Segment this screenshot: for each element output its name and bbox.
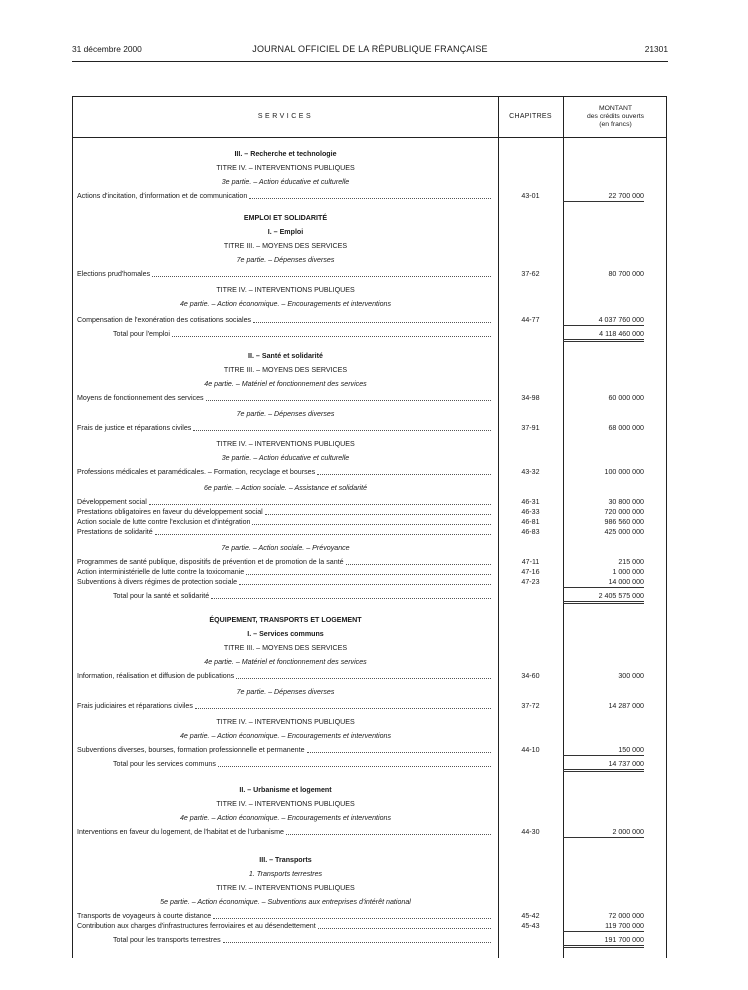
row-label-text: Total pour les transports terrestres xyxy=(113,936,221,944)
dot-leader xyxy=(286,827,491,835)
section-heading xyxy=(73,657,668,667)
row-label xyxy=(77,191,493,201)
row-label xyxy=(77,557,493,567)
table-row xyxy=(73,497,668,507)
dot-leader xyxy=(211,591,491,599)
total-row xyxy=(73,329,668,339)
total-row xyxy=(73,935,668,945)
heading-text: TITRE IV. – INTERVENTIONS PUBLIQUES xyxy=(216,884,355,892)
header-rule xyxy=(72,61,668,62)
amount-value: 215 000 xyxy=(618,558,644,566)
row-label-text: Prestations obligatoires en faveur du développement social xyxy=(77,508,263,516)
dot-leader xyxy=(318,921,491,929)
row-label-text: Prestations de solidarité xyxy=(77,528,153,536)
dot-leader xyxy=(239,577,491,585)
heading-text: TITRE III. – MOYENS DES SERVICES xyxy=(223,366,348,374)
amount-value: 2 000 000 xyxy=(563,827,644,838)
table-row xyxy=(73,423,668,433)
row-label-text: Total pour les services communs xyxy=(113,760,216,768)
heading-text: 6e partie. – Action sociale. – Assistance et solidarité xyxy=(203,484,368,492)
section-heading xyxy=(73,365,668,375)
montant-line-1: MONTANT xyxy=(598,105,633,112)
header-date: 31 décembre 2000 xyxy=(72,44,142,54)
amount-value: 30 800 000 xyxy=(608,498,644,506)
heading-text: 1. Transports terrestres xyxy=(248,870,323,878)
amount-value: 14 737 000 xyxy=(563,759,644,772)
dot-leader xyxy=(155,527,491,535)
dot-leader xyxy=(223,935,491,943)
amount-value: 4 118 460 000 xyxy=(563,329,644,342)
chapter-number: 43-01 xyxy=(521,192,540,200)
section-heading xyxy=(73,241,668,251)
table-row xyxy=(73,191,668,201)
row-label xyxy=(77,467,493,477)
chapter-number: 37-91 xyxy=(521,424,540,432)
table-row xyxy=(73,577,668,587)
section-heading xyxy=(73,643,668,653)
heading-text: 4e partie. – Matériel et fonctionnement des services xyxy=(204,380,367,388)
section-heading xyxy=(73,543,668,553)
heading-text: TITRE IV. – INTERVENTIONS PUBLIQUES xyxy=(216,440,355,448)
section-heading xyxy=(73,299,668,309)
section-heading xyxy=(73,213,668,223)
chapter-number: 46-83 xyxy=(521,528,540,536)
dot-leader xyxy=(206,393,491,401)
heading-text: TITRE III. – MOYENS DES SERVICES xyxy=(223,242,348,250)
chapter-number: 46-33 xyxy=(521,508,540,516)
journal-title: JOURNAL OFFICIEL DE LA RÉPUBLIQUE FRANÇAISE xyxy=(252,44,488,54)
heading-text: I. – Emploi xyxy=(267,228,304,236)
amount-value: 100 000 000 xyxy=(604,468,644,476)
heading-text: III. – Recherche et technologie xyxy=(234,150,337,158)
row-label xyxy=(113,759,493,769)
chapter-number: 44-10 xyxy=(521,746,540,754)
chapter-number: 44-77 xyxy=(521,316,540,324)
amount-value: 72 000 000 xyxy=(608,912,644,920)
table-row xyxy=(73,567,668,577)
table-row xyxy=(73,315,668,325)
table-row xyxy=(73,527,668,537)
row-label xyxy=(113,329,493,339)
chapter-number: 46-81 xyxy=(521,518,540,526)
heading-text: 4e partie. – Action économique. – Encouragements et interventions xyxy=(179,814,392,822)
heading-text: EMPLOI ET SOLIDARITÉ xyxy=(243,214,328,222)
row-label-text: Action sociale de lutte contre l'exclusion et d'intégration xyxy=(77,518,251,526)
chapter-number: 34-60 xyxy=(521,672,540,680)
row-label-text: Subventions diverses, bourses, formation professionnelle et permanente xyxy=(77,746,305,754)
dot-leader xyxy=(172,329,491,337)
heading-text: 7e partie. – Dépenses diverses xyxy=(236,688,335,696)
amount-value: 119 700 000 xyxy=(563,921,644,932)
amount-value: 80 700 000 xyxy=(608,270,644,278)
dot-leader xyxy=(346,557,491,565)
section-heading xyxy=(73,717,668,727)
row-label xyxy=(77,911,493,921)
section-heading xyxy=(73,453,668,463)
amount-value: 986 560 000 xyxy=(604,518,644,526)
heading-text: TITRE IV. – INTERVENTIONS PUBLIQUES xyxy=(216,718,355,726)
row-label-text: Total pour la santé et solidarité xyxy=(113,592,210,600)
section-heading xyxy=(73,255,668,265)
heading-text: 4e partie. – Action économique. – Encouragements et interventions xyxy=(179,300,392,308)
heading-text: ÉQUIPEMENT, TRANSPORTS ET LOGEMENT xyxy=(209,616,362,624)
row-label-text: Compensation de l'exonération des cotisations sociales xyxy=(77,316,252,324)
section-heading xyxy=(73,149,668,159)
chapter-number: 44-30 xyxy=(521,828,540,836)
row-label-text: Interventions en faveur du logement, de l'habitat et de l'urbanisme xyxy=(77,828,284,836)
row-label-text: Frais judiciaires et réparations civiles xyxy=(77,702,193,710)
section-heading xyxy=(73,799,668,809)
section-heading xyxy=(73,785,668,795)
column-header-montant xyxy=(563,105,668,129)
row-label-text: Frais de justice et réparations civiles xyxy=(77,424,192,432)
table-row xyxy=(73,701,668,711)
chapter-number: 47-16 xyxy=(521,568,540,576)
dot-leader xyxy=(265,507,491,515)
heading-text: 4e partie. – Action économique. – Encouragements et interventions xyxy=(179,732,392,740)
column-header-chapitres: CHAPITRES xyxy=(509,113,552,120)
section-heading xyxy=(73,687,668,697)
amount-value: 14 000 000 xyxy=(563,577,644,588)
amount-value: 300 000 xyxy=(618,672,644,680)
row-label xyxy=(77,497,493,507)
dot-leader xyxy=(152,269,491,277)
dot-leader xyxy=(236,671,491,679)
row-label-text: Professions médicales et paramédicales. – Formation, recyclage et bourses xyxy=(77,468,316,476)
section-heading xyxy=(73,813,668,823)
row-label xyxy=(77,745,493,755)
page-header xyxy=(72,44,668,58)
heading-text: 4e partie. – Matériel et fonctionnement des services xyxy=(204,658,367,666)
chapter-number: 47-23 xyxy=(521,578,540,586)
row-label xyxy=(77,827,493,837)
section-heading xyxy=(73,483,668,493)
row-label-text: Transports de voyageurs à courte distance xyxy=(77,912,212,920)
table-row xyxy=(73,921,668,931)
row-label-text: Actions d'incitation, d'information et de communication xyxy=(77,192,248,200)
dot-leader xyxy=(218,759,491,767)
dot-leader xyxy=(252,517,491,525)
row-label xyxy=(77,921,493,931)
section-heading xyxy=(73,615,668,625)
section-heading xyxy=(73,439,668,449)
heading-text: TITRE IV. – INTERVENTIONS PUBLIQUES xyxy=(216,286,355,294)
amount-value: 4 037 760 000 xyxy=(563,315,644,326)
table-row xyxy=(73,911,668,921)
row-label xyxy=(113,591,493,601)
heading-text: II. – Santé et solidarité xyxy=(248,352,323,360)
dot-leader xyxy=(249,191,491,199)
dot-leader xyxy=(317,467,491,475)
row-label xyxy=(77,507,493,517)
table-row xyxy=(73,827,668,837)
dot-leader xyxy=(253,315,491,323)
dot-leader xyxy=(149,497,491,505)
montant-line-2: des crédits ouverts xyxy=(586,113,645,120)
amount-value: 2 405 575 000 xyxy=(563,591,644,604)
section-heading xyxy=(73,883,668,893)
row-label xyxy=(77,517,493,527)
heading-text: III. – Transports xyxy=(259,856,312,864)
header-bottom-rule xyxy=(73,137,666,138)
row-label xyxy=(77,567,493,577)
row-label-text: Action interministérielle de lutte contre la toxicomanie xyxy=(77,568,245,576)
page-number: 21301 xyxy=(644,44,668,54)
heading-text: TITRE III. – MOYENS DES SERVICES xyxy=(223,644,348,652)
section-heading xyxy=(73,163,668,173)
chapter-number: 45-43 xyxy=(521,922,540,930)
row-label-text: Elections prud'homales xyxy=(77,270,151,278)
table-row xyxy=(73,745,668,755)
row-label xyxy=(77,423,493,433)
section-heading xyxy=(73,731,668,741)
heading-text: II. – Urbanisme et logement xyxy=(239,786,332,794)
section-heading xyxy=(73,351,668,361)
row-label xyxy=(77,269,493,279)
table-row xyxy=(73,393,668,403)
heading-text: 7e partie. – Action sociale. – Prévoyance xyxy=(221,544,350,552)
section-heading xyxy=(73,177,668,187)
table-row xyxy=(73,557,668,567)
dot-leader xyxy=(195,701,491,709)
section-heading xyxy=(73,409,668,419)
chapter-number: 45-42 xyxy=(521,912,540,920)
credits-table xyxy=(72,96,667,958)
row-label xyxy=(77,701,493,711)
chapter-number: 46-31 xyxy=(521,498,540,506)
chapter-number: 47-11 xyxy=(521,558,540,566)
row-label xyxy=(77,671,493,681)
amount-value: 22 700 000 xyxy=(563,191,644,202)
row-label-text: Développement social xyxy=(77,498,147,506)
amount-value: 14 287 000 xyxy=(608,702,644,710)
heading-text: TITRE IV. – INTERVENTIONS PUBLIQUES xyxy=(216,800,355,808)
heading-text: 7e partie. – Dépenses diverses xyxy=(236,256,335,264)
chapter-number: 37-62 xyxy=(521,270,540,278)
row-label xyxy=(113,935,493,945)
chapter-number: 37-72 xyxy=(521,702,540,710)
amount-value: 60 000 000 xyxy=(608,394,644,402)
table-row xyxy=(73,269,668,279)
heading-text: I. – Services communs xyxy=(247,630,324,638)
dot-leader xyxy=(193,423,491,431)
row-label xyxy=(77,393,493,403)
amount-value: 1 000 000 xyxy=(612,568,644,576)
row-label xyxy=(77,527,493,537)
column-header-services: SERVICES xyxy=(257,113,314,120)
dot-leader xyxy=(307,745,491,753)
table-row xyxy=(73,671,668,681)
heading-text: TITRE IV. – INTERVENTIONS PUBLIQUES xyxy=(216,164,355,172)
row-label xyxy=(77,577,493,587)
chapter-number: 43-32 xyxy=(521,468,540,476)
row-label-text: Information, réalisation et diffusion de publications xyxy=(77,672,235,680)
section-heading xyxy=(73,897,668,907)
row-label-text: Contribution aux charges d'infrastructures ferroviaires et au désendettement xyxy=(77,922,316,930)
section-heading xyxy=(73,855,668,865)
amount-value: 191 700 000 xyxy=(563,935,644,948)
heading-text: 3e partie. – Action éducative et culturelle xyxy=(221,178,350,186)
section-heading xyxy=(73,285,668,295)
dot-leader xyxy=(213,911,491,919)
table-row xyxy=(73,507,668,517)
total-row xyxy=(73,591,668,601)
section-heading xyxy=(73,629,668,639)
row-label-text: Subventions à divers régimes de protection sociale xyxy=(77,578,238,586)
row-label xyxy=(77,315,493,325)
amount-value: 425 000 000 xyxy=(604,528,644,536)
dot-leader xyxy=(246,567,491,575)
row-label-text: Moyens de fonctionnement des services xyxy=(77,394,204,402)
total-row xyxy=(73,759,668,769)
table-row xyxy=(73,517,668,527)
section-heading xyxy=(73,869,668,879)
section-heading xyxy=(73,379,668,389)
row-label-text: Total pour l'emploi xyxy=(113,330,170,338)
row-label-text: Programmes de santé publique, dispositifs de prévention et de promotion de la santé xyxy=(77,558,344,566)
chapter-number: 34-98 xyxy=(521,394,540,402)
amount-value: 150 000 xyxy=(563,745,644,756)
section-heading xyxy=(73,227,668,237)
montant-line-3: (en francs) xyxy=(599,121,632,128)
amount-value: 720 000 000 xyxy=(604,508,644,516)
heading-text: 7e partie. – Dépenses diverses xyxy=(236,410,335,418)
table-row xyxy=(73,467,668,477)
amount-value: 68 000 000 xyxy=(608,424,644,432)
heading-text: 5e partie. – Action économique. – Subventions aux entreprises d'intérêt national xyxy=(160,898,411,906)
heading-text: 3e partie. – Action éducative et culturelle xyxy=(221,454,350,462)
